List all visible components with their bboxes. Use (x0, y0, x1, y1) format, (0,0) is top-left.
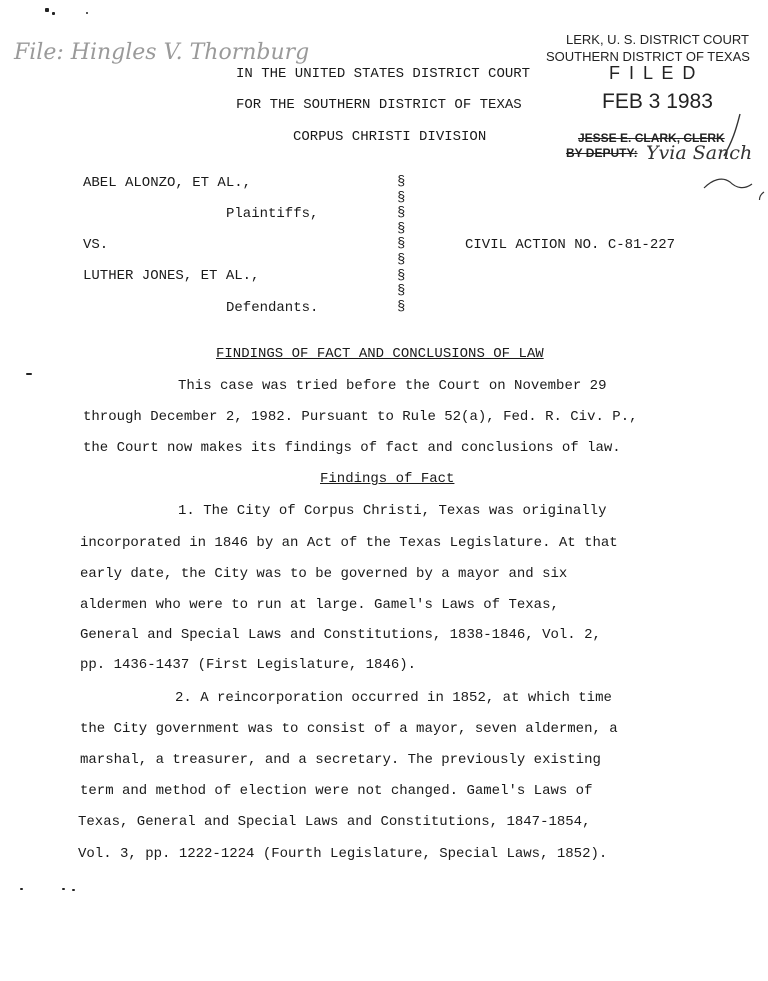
scan-speck (45, 8, 49, 12)
section-mark: § (397, 174, 406, 190)
finding-line: Vol. 3, pp. 1222-1224 (Fourth Legislature, Special Laws, 1852). (78, 846, 608, 862)
defendant-name: LUTHER JONES, ET AL., (83, 268, 260, 284)
scan-speck (26, 373, 32, 375)
versus: VS. (83, 237, 109, 253)
section-mark-column (397, 175, 409, 315)
scan-speck (62, 888, 65, 890)
case-number: CIVIL ACTION NO. C-81-227 (465, 237, 676, 253)
section-heading: Findings of Fact (320, 471, 455, 487)
court-district: FOR THE SOUTHERN DISTRICT OF TEXAS (236, 97, 522, 113)
stamp-clerk: JESSE E. CLARK, CLERK (578, 131, 725, 145)
stamp-court-line: LERK, U. S. DISTRICT COURT (566, 32, 749, 47)
finding-line: 1. The City of Corpus Christi, Texas was originally (178, 503, 607, 519)
intro-line: the Court now makes its findings of fact and conclusions of law. (83, 440, 621, 456)
section-mark: § (397, 205, 406, 222)
section-mark: § (397, 298, 406, 315)
intro-line: This case was tried before the Court on November 29 (178, 378, 607, 394)
stamp-filed: F I L E D (609, 63, 698, 83)
finding-line: incorporated in 1846 by an Act of the Texas Legislature. At that (80, 535, 618, 551)
finding-line: aldermen who were to run at large. Gamel's Laws of Texas, (80, 597, 559, 613)
court-name: IN THE UNITED STATES DISTRICT COURT (236, 66, 531, 82)
plaintiff-name: ABEL ALONZO, ET AL., (83, 175, 252, 191)
section-mark: § (397, 220, 406, 237)
scan-speck (20, 888, 23, 890)
finding-line: marshal, a treasurer, and a secretary. The previously existing (80, 752, 601, 768)
finding-line: the City government was to consist of a mayor, seven aldermen, a (80, 721, 618, 737)
section-mark: § (397, 236, 406, 253)
stamp-date: FEB 3 1983 (602, 90, 713, 113)
finding-line: General and Special Laws and Constitutions, 1838-1846, Vol. 2, (80, 627, 601, 643)
section-mark: § (397, 189, 406, 206)
defendant-role: Defendants. (226, 300, 319, 316)
court-division: CORPUS CHRISTI DIVISION (293, 129, 487, 145)
intro-line: through December 2, 1982. Pursuant to Rule 52(a), Fed. R. Civ. P., (83, 409, 638, 425)
scan-speck (72, 889, 75, 891)
stamp-deputy-label: BY DEPUTY: (566, 146, 638, 160)
finding-line: 2. A reincorporation occurred in 1852, at which time (175, 690, 612, 706)
deputy-signature: Yvia Sanch (646, 142, 753, 164)
finding-line: pp. 1436-1437 (First Legislature, 1846). (80, 657, 417, 673)
finding-line: early date, the City was to be governed by a mayor and six (80, 566, 568, 582)
stamp-district-line: SOUTHERN DISTRICT OF TEXAS (546, 49, 750, 64)
plaintiff-role: Plaintiffs, (226, 206, 319, 222)
section-mark: § (397, 283, 406, 300)
section-mark: § (397, 251, 406, 268)
scan-speck (86, 12, 88, 14)
finding-line: term and method of election were not changed. Gamel's Laws of (80, 783, 593, 799)
scan-speck (52, 12, 55, 15)
section-mark: § (397, 267, 406, 284)
finding-line: Texas, General and Special Laws and Constitutions, 1847-1854, (78, 814, 591, 830)
signature-flourish (640, 110, 768, 200)
handwritten-file-note: File: Hingles V. Thornburg (14, 40, 310, 65)
document-title: FINDINGS OF FACT AND CONCLUSIONS OF LAW (216, 346, 544, 362)
